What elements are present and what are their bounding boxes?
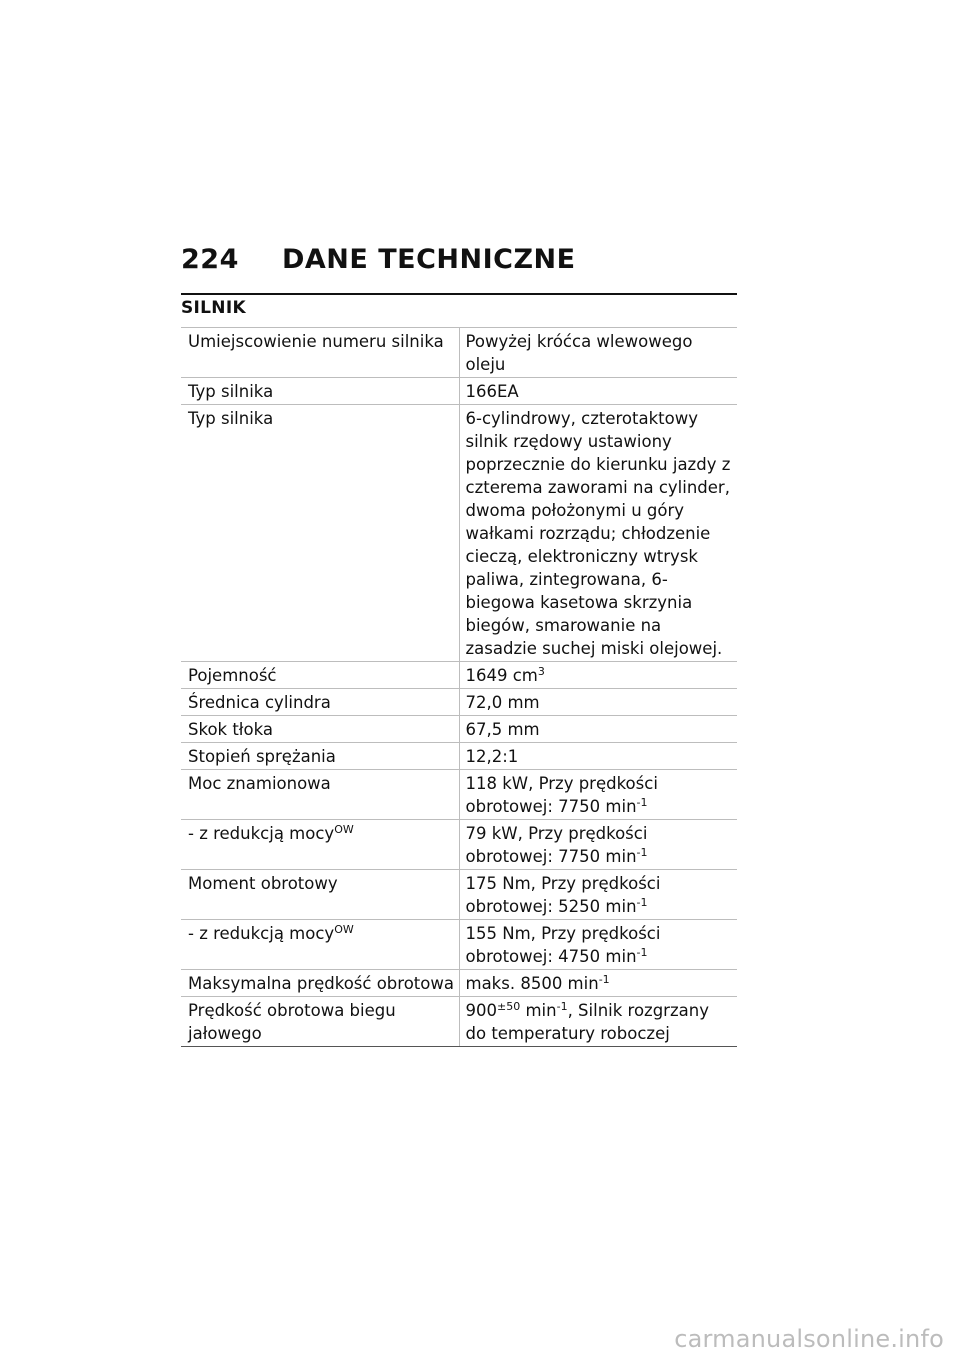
table-row xyxy=(181,378,737,405)
section-title: SILNIK xyxy=(181,298,246,318)
spec-label: Pojemność xyxy=(181,662,459,689)
table-row xyxy=(181,820,737,870)
spec-value: $900^{\pm 50}$ $\min^{-1}$, Silnik rozgrzany do temperatury roboczej xyxy=(459,997,737,1047)
spec-value: 118 kW, Przy prędkości obrotowej: 7750 $\min^{-1}$ xyxy=(459,770,737,820)
spec-label: Średnica cylindra xyxy=(181,689,459,716)
spec-value: 72,0 mm xyxy=(459,689,737,716)
spec-value: 12,2:1 xyxy=(459,743,737,770)
table-row xyxy=(181,328,737,378)
watermark-text: carmanualsonline.info xyxy=(674,1325,944,1353)
table-row xyxy=(181,970,737,997)
table-row xyxy=(181,405,737,662)
table-row xyxy=(181,997,737,1047)
spec-label: Prędkość obrotowa biegu jałowego xyxy=(181,997,459,1047)
spec-label: Typ silnika xyxy=(181,405,459,662)
chapter-title: DANE TECHNICZNE xyxy=(282,244,576,275)
table-row xyxy=(181,920,737,970)
section-divider xyxy=(181,293,737,295)
spec-value: 166EA xyxy=(459,378,737,405)
spec-label: Moment obrotowy xyxy=(181,870,459,920)
spec-value: 155 Nm, Przy prędkości obrotowej: 4750 $\min^{-1}$ xyxy=(459,920,737,970)
table-row xyxy=(181,662,737,689)
spec-value: Powyżej króćca wlewowego oleju xyxy=(459,328,737,378)
spec-label: Moc znamionowa xyxy=(181,770,459,820)
spec-label: Maksymalna prędkość obrotowa xyxy=(181,970,459,997)
spec-value: 1649 $cm^3$ xyxy=(459,662,737,689)
spec-value: 6-cylindrowy, czterotaktowy silnik rzędowy ustawiony poprzecznie do kierunku jazdy z czterema zaworami na cylinder, dwoma położonymi u góry wałkami rozrządu; chłodzenie cieczą, elektroniczny wtrysk paliwa, zintegrowana, 6-biegowa kasetowa skrzynia biegów, smarowanie na zasadzie suchej miski olejowej. xyxy=(459,405,737,662)
spec-value: 67,5 mm xyxy=(459,716,737,743)
table-row xyxy=(181,870,737,920)
page-number: 224 xyxy=(181,244,239,275)
spec-label: - z redukcją mocy$^{OW}$ xyxy=(181,820,459,870)
spec-value: 175 Nm, Przy prędkości obrotowej: 5250 $\min^{-1}$ xyxy=(459,870,737,920)
spec-label: Stopień sprężania xyxy=(181,743,459,770)
spec-label: Typ silnika xyxy=(181,378,459,405)
spec-label: Umiejscowienie numeru silnika xyxy=(181,328,459,378)
table-row xyxy=(181,743,737,770)
spec-label: Skok tłoka xyxy=(181,716,459,743)
spec-value: 79 kW, Przy prędkości obrotowej: 7750 $\min^{-1}$ xyxy=(459,820,737,870)
table-row xyxy=(181,716,737,743)
spec-value: maks. 8500 $\min^{-1}$ xyxy=(459,970,737,997)
table-row xyxy=(181,689,737,716)
spec-label: - z redukcją mocy$^{OW}$ xyxy=(181,920,459,970)
table-row xyxy=(181,770,737,820)
page-header xyxy=(181,244,741,280)
engine-spec-table xyxy=(181,327,737,1047)
